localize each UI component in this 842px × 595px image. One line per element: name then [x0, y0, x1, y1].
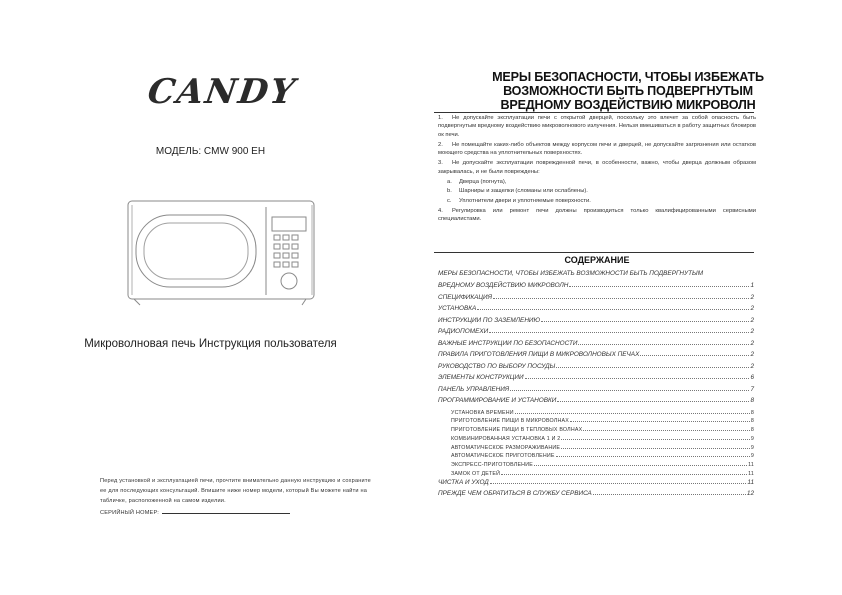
toc-entry[interactable]: [438, 469, 754, 478]
toc-page-number: 7: [750, 385, 754, 393]
table-of-contents: [438, 270, 754, 501]
toc-entry[interactable]: [438, 451, 754, 460]
safety-subitem: b. Шарниры и защелки (сломаны или ослаблены).: [447, 188, 588, 195]
toc-leader: [640, 350, 749, 356]
toc-leader: [489, 327, 749, 333]
toc-label: МЕРЫ БЕЗОПАСНОСТИ, ЧТОБЫ ИЗБЕЖАТЬ ВОЗМОЖНОСТИ БЫТЬ ПОДВЕРГНУТЫМ: [438, 270, 704, 277]
toc-entry[interactable]: [438, 327, 754, 339]
toc-page-number: 8: [750, 397, 754, 404]
toc-page-number: 11: [748, 462, 754, 469]
instruction-note: [100, 476, 375, 518]
toc-leader: [593, 489, 746, 495]
serial-number-line: [162, 506, 290, 514]
toc-leader: [556, 451, 750, 457]
toc-label: ПРОГРАММИРОВАНИЕ И УСТАНОВКИ: [438, 397, 557, 404]
toc-entry[interactable]: [438, 281, 754, 293]
toc-entry[interactable]: [438, 362, 754, 374]
toc-leader: [534, 460, 747, 466]
toc-page-number: 11: [747, 478, 754, 486]
toc-label: ПРЕЖДЕ ЧЕМ ОБРАТИТЬСЯ В СЛУЖБУ СЕРВИСА: [438, 490, 592, 498]
toc-entry[interactable]: [438, 339, 754, 351]
toc-label: ПАНЕЛЬ УПРАВЛЕНИЯ: [438, 385, 510, 393]
toc-entry[interactable]: [438, 304, 754, 316]
serial-number-label: СЕРИЙНЫЙ НОМЕР:: [100, 510, 160, 516]
toc-page-number: 8: [750, 418, 754, 425]
toc-page-number: 6: [750, 374, 754, 381]
toc-leader: [490, 478, 747, 484]
toc-label: ПРИГОТОВЛЕНИЕ ПИЩИ В МИКРОВОЛНАХ: [451, 418, 569, 425]
safety-list: [438, 114, 756, 225]
toc-leader: [493, 293, 749, 299]
safety-item: 1. Не допускайте эксплуатации печи с открытой дверцей, поскольку это влечет за собой опасность быть подвергнутым вредному воздействию микроволнового излучения. Нельзя вмешиваться в работу защитных блокиров ок печи.: [438, 115, 756, 138]
toc-title: СОДЕРЖАНИЕ: [564, 255, 630, 265]
toc-leader: [477, 304, 749, 310]
toc-label: РАДИОПОМЕХИ: [438, 328, 489, 335]
toc-leader: [541, 316, 749, 322]
right-page: [421, 0, 842, 595]
toc-entry[interactable]: [438, 460, 754, 469]
safety-subitem: c. Уплотнители двери и уплотняемые поверхности.: [447, 198, 591, 205]
toc-page-number: 2: [750, 362, 754, 370]
toc-entry[interactable]: [438, 350, 754, 362]
toc-entry[interactable]: [438, 293, 754, 305]
toc-entry[interactable]: [438, 478, 754, 490]
product-title: Микроволновая печь Инструкция пользователя: [84, 338, 337, 350]
toc-leader: [556, 362, 749, 368]
toc-entry[interactable]: [438, 396, 754, 408]
toc-label: ПРИГОТОВЛЕНИЕ ПИЩИ В ТЕПЛОВЫХ ВОЛНАХ: [451, 427, 583, 434]
toc-leader: [569, 281, 749, 287]
safety-item: 4. Регулировка или ремонт печи должны производиться только квалифицированными сервисными специалистами.: [438, 208, 756, 223]
safety-subitem: a. Дверца (погнута),: [447, 178, 507, 185]
toc-page-number: 9: [750, 435, 754, 442]
toc-leader: [525, 373, 750, 379]
toc-label: ЗАМОК ОТ ДЕТЕЙ: [451, 471, 501, 478]
toc-leader: [501, 469, 747, 475]
toc-entry[interactable]: [438, 270, 754, 281]
toc-label: РУКОВОДСТВО ПО ВЫБОРУ ПОСУДЫ: [438, 362, 556, 370]
toc-leader: [561, 443, 750, 449]
toc-entry[interactable]: [438, 408, 754, 417]
toc-leader: [578, 339, 749, 345]
toc-page-number: 11: [748, 471, 754, 478]
toc-entry[interactable]: [438, 434, 754, 443]
toc-label: СПЕЦИФИКАЦИЯ: [438, 293, 492, 301]
toc-label: ПРАВИЛА ПРИГОТОВЛЕНИЯ ПИЩИ В МИКРОВОЛНОВЫХ ПЕЧАХ: [438, 351, 640, 358]
toc-page-number: 1: [750, 282, 754, 289]
safety-title-line: ВРЕДНОМУ ВОЗДЕЙСТВИЮ МИКРОВОЛН: [500, 98, 756, 112]
toc-page-number: 12: [746, 490, 754, 498]
toc-leader: [570, 416, 750, 422]
toc-leader: [557, 396, 749, 402]
note-text: Перед установкой и эксплуатацией печи, прочтите внимательно данную инструкцию и сохраните ее для последующих консультаций. Впишите ниже номер модели, который Вы можете найти на табличке, расположенной на самом изделии.: [100, 478, 371, 504]
toc-entry[interactable]: [438, 443, 754, 452]
safety-title-line: МЕРЫ БЕЗОПАСНОСТИ, ЧТОБЫ ИЗБЕЖАТЬ: [492, 70, 764, 84]
toc-entry[interactable]: [438, 316, 754, 328]
safety-item: 3. Не допускайте эксплуатации поврежденной печи, в особенности, важно, чтобы дверца должным образом закрывалась, и не были повреждены:: [438, 160, 756, 175]
toc-entry[interactable]: [438, 373, 754, 385]
toc-page-number: 9: [750, 453, 754, 460]
toc-leader: [515, 408, 750, 414]
toc-leader: [583, 425, 750, 431]
safety-title-line: ВОЗМОЖНОСТИ БЫТЬ ПОДВЕРГНУТЫМ: [503, 84, 753, 98]
toc-label: ИНСТРУКЦИИ ПО ЗАЗЕМЛЕНИЮ: [438, 316, 541, 324]
brand-logo: CANDY: [145, 72, 300, 112]
toc-label: ВРЕДНОМУ ВОЗДЕЙСТВИЮ МИКРОВОЛН: [438, 282, 569, 289]
title-divider: [434, 112, 754, 113]
toc-label: АВТОМАТИЧЕСКОЕ ПРИГОТОВЛЕНИЕ: [451, 453, 555, 460]
toc-label: АВТОМАТИЧЕСКОЕ РАЗМОРАЖИВАНИЕ: [451, 444, 561, 451]
toc-page-number: 8: [750, 409, 754, 416]
toc-entry[interactable]: [438, 425, 754, 434]
safety-item: 2. Не помещайте каких-либо объектов между корпусом печи и дверцей, не допускайте загрязнения или остатков моющего средства на уплотнительных поверхностях.: [438, 141, 756, 157]
toc-entry[interactable]: [438, 385, 754, 397]
toc-leader: [561, 434, 749, 440]
toc-label: УСТАНОВКА: [438, 305, 477, 312]
model-label: МОДЕЛЬ: CMW 900 EH: [155, 146, 266, 157]
toc-page-number: 2: [750, 328, 754, 335]
toc-page-number: 2: [750, 351, 754, 358]
toc-entry[interactable]: [438, 489, 754, 501]
toc-label: ЭКСПРЕСС-ПРИГОТОВЛЕНИЕ: [451, 462, 533, 469]
toc-page-number: 2: [750, 293, 754, 301]
microwave-illustration: [126, 195, 316, 307]
safety-title: [433, 70, 823, 112]
toc-label: ЭЛЕМЕНТЫ КОНСТРУКЦИИ: [438, 374, 524, 381]
toc-page-number: 8: [750, 427, 754, 434]
toc-page-number: 9: [750, 444, 754, 451]
toc-label: КОМБИНИРОВАННАЯ УСТАНОВКА 1 И 2: [451, 435, 561, 442]
toc-page-number: 2: [750, 316, 754, 324]
toc-entry[interactable]: [438, 416, 754, 425]
toc-label: ВАЖНЫЕ ИНСТРУКЦИИ ПО БЕЗОПАСНОСТИ: [438, 339, 578, 347]
toc-page-number: 2: [750, 339, 754, 347]
toc-label: УСТАНОВКА ВРЕМЕНИ: [451, 409, 514, 416]
toc-page-number: 2: [750, 305, 754, 312]
toc-leader: [510, 385, 749, 391]
toc-label: ЧИСТКА И УХОД: [438, 478, 489, 486]
toc-divider: [434, 252, 754, 253]
